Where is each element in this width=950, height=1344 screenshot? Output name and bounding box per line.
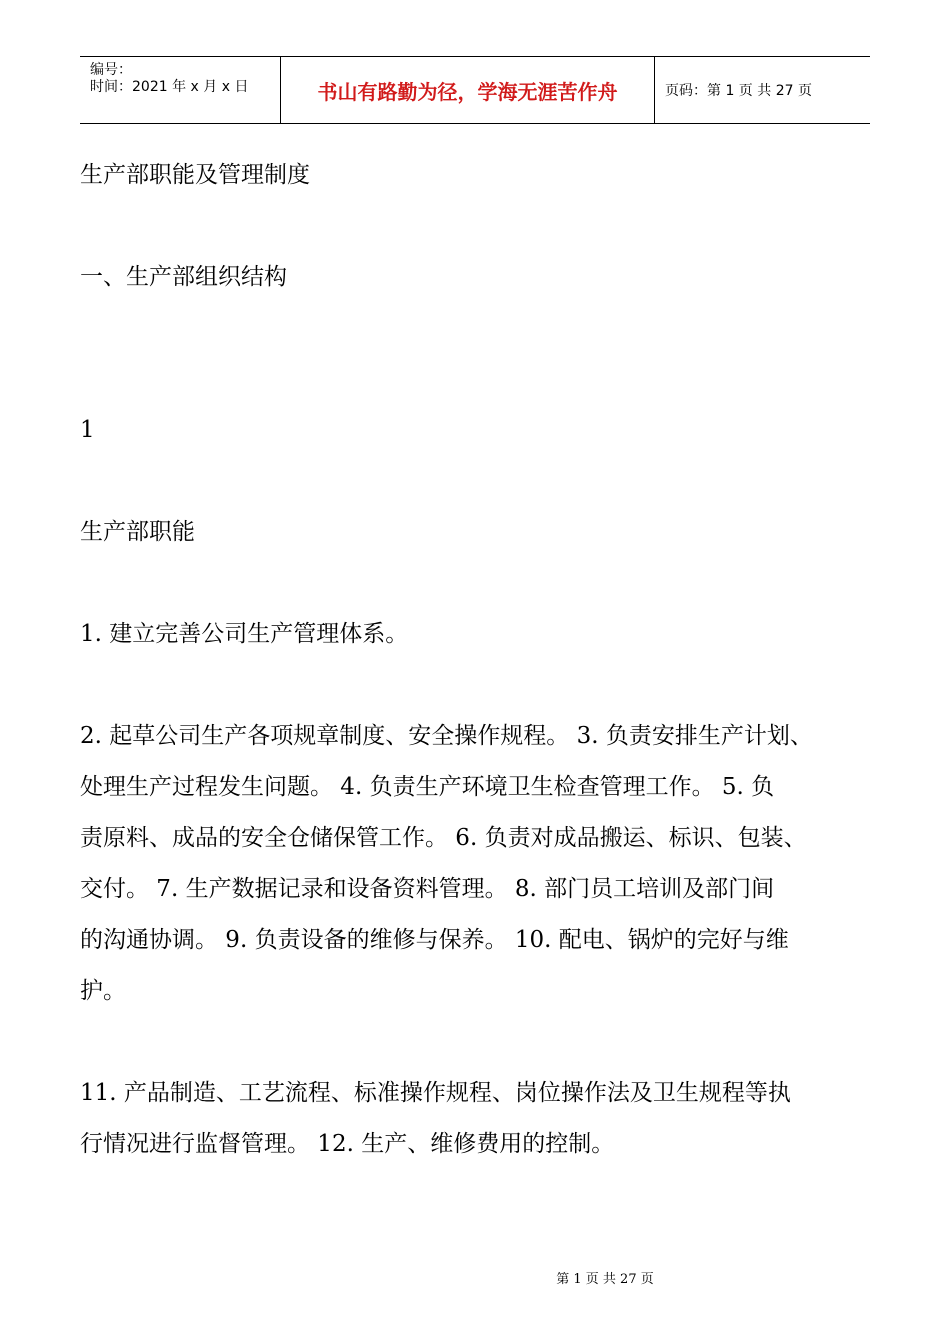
number-label: 编号： xyxy=(90,62,132,78)
footer-page-number: 第 1 页 共 27 页 xyxy=(556,1272,654,1287)
org-chart-number: 1 xyxy=(80,417,95,443)
document-title: 生产部职能及管理制度 xyxy=(80,162,310,188)
header-slogan: 书山有路勤为径，学海无涯苦作舟 xyxy=(281,57,655,123)
time-label: 时间：2021 年 x 月 x 日 xyxy=(90,79,249,95)
functions-paragraph-line: 11. 产品制造、工艺流程、标准操作规程、岗位操作法及卫生规程等执 xyxy=(80,1080,791,1106)
functions-paragraph-line: 责原料、成品的安全仓储保管工作。 6. 负责对成品搬运、标识、包装、 xyxy=(80,825,807,851)
page-footer xyxy=(0,1268,950,1287)
functions-paragraph-line: 处理生产过程发生问题。 4. 负责生产环境卫生检查管理工作。 5. 负 xyxy=(80,774,775,800)
functions-paragraph-line: 行情况进行监督管理。 12. 生产、维修费用的控制。 xyxy=(80,1131,615,1157)
header-meta xyxy=(80,57,281,123)
functions-paragraph-line: 护。 xyxy=(80,978,126,1004)
functions-paragraph-line: 交付。 7. 生产数据记录和设备资料管理。 8. 部门员工培训及部门间 xyxy=(80,876,775,902)
document-body xyxy=(80,150,875,1170)
section-functions: 生产部职能 xyxy=(80,519,195,545)
functions-paragraph-line: 2. 起草公司生产各项规章制度、安全操作规程。 3. 负责安排生产计划、 xyxy=(80,723,813,749)
function-item-1: 1. 建立完善公司生产管理体系。 xyxy=(80,621,409,647)
functions-paragraph-line: 的沟通协调。 9. 负责设备的维修与保养。 10. 配电、锅炉的完好与维 xyxy=(80,927,789,953)
header-page-label: 页码：第 1 页 共 27 页 xyxy=(665,83,812,99)
document-header xyxy=(80,56,870,124)
section-org-structure: 一、生产部组织结构 xyxy=(80,264,287,290)
